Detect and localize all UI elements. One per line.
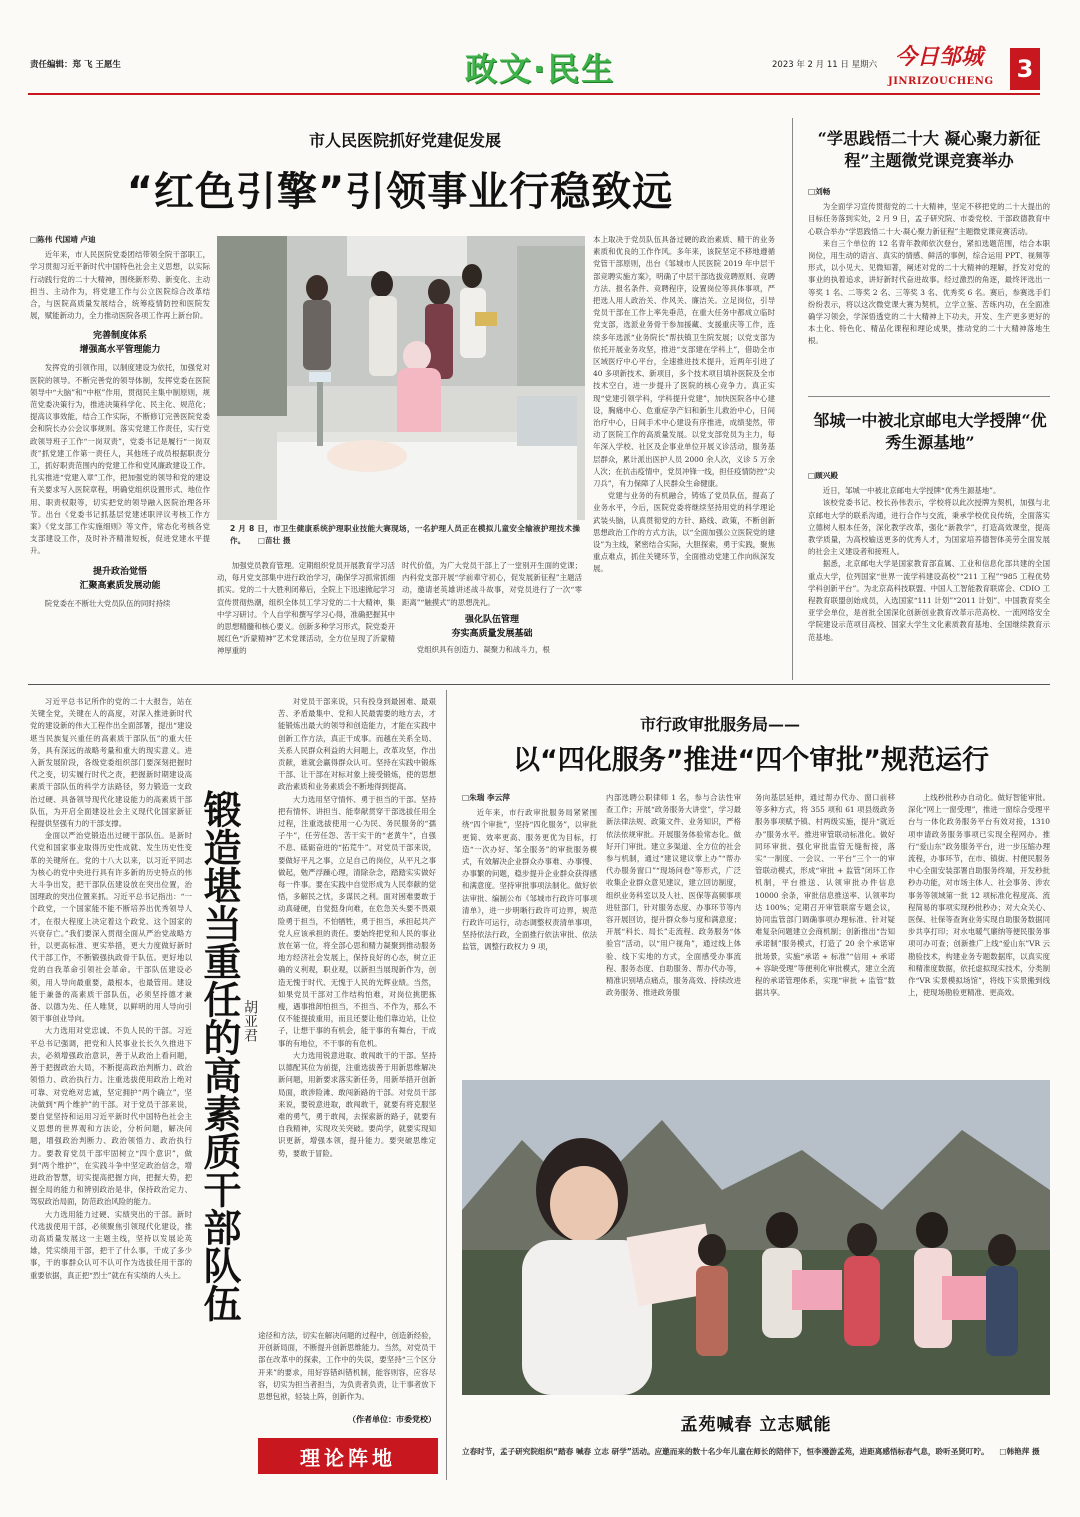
right-column-divider — [792, 118, 793, 680]
section-title: 政文·民生 — [464, 50, 616, 88]
side2-body — [808, 470, 1050, 678]
art1-kicker: 市人民医院抓好党建促发展 — [308, 131, 501, 150]
photo-children-reading — [462, 1080, 1050, 1395]
art1-headline: “红色引擎”引领事业行稳致远 — [126, 169, 674, 215]
photo1-caption-text: 2 月 8 日，市卫生健康系统护理职业技能大赛现场，一名护理人员正在模拟儿童安全输液护理技术操作。 — [230, 524, 580, 545]
photo2-caption — [462, 1446, 1050, 1482]
art3-col4-text: 上线秒批秒办自动化。做好智能审批。深化“网上一窗受理”，推进一窗综合受理平台与一体化政务服务平台有效对接，1310 项申请政务服务事项已实现全程网办。推行“爱山东”政务服务平台，进一步压缩办理流程，办事环节，在市、镇街、村便民服务中心全面安装部署自助服务终端，开发秒批秒办功能，对市场主体人、社会事务、涉农事务等领域第一批 12 项标准化程度高、流程简易的事项实现秒批秒办；对大众关心、医保、社保等查询业务实现自助服务数据同步共享打印；对水电暖气廉纳等便民服务事项可办可查；创新推广上线“爱山东”VR 云勘验技术，构建业务专题数据库，以真实度和精准度数据，依托虚拟现实技术，分类制作“VR 实景模拟场馆”，将线下实景搬到线上，使现场勘验更精准、更高效。 — [908, 793, 1050, 998]
side2-p1: 近日，邹城一中被北京邮电大学授牌“优秀生源基地”。 — [822, 486, 1001, 496]
paper-logo: 今日邹城 — [895, 44, 984, 70]
side1-byline: □刘畅 — [808, 187, 831, 196]
masthead-rule — [28, 93, 1040, 95]
theory-section-text: 理论阵地 — [300, 1445, 396, 1470]
children-reading-image — [462, 1080, 1050, 1395]
art2-col1 — [30, 696, 192, 1476]
photo2-credit: □韩艳萍 摄 — [999, 1447, 1040, 1456]
art3-headline: 以“四化服务”推进“四个审批”规范运行 — [513, 745, 989, 776]
art2-col2-p3: 大力选用锐意进取、敢闯敢干的干部。坚持以德配其位为前提，注重选拔善于用新思维解决新问题，用新要求落实新任务，用新举措开创新局面，敢涉险滩、敢闯新路的干部。对党员干部来说，要锐意进取，敢闯敢干，就要有将克服坚难的勇气，勇于敢闯，去探索新的路子，就要有自我精神，实现攻关突破。要尚学，就要实现知识更新，增强本领，提升能力。要突破思维定势，要敢于冒险。 — [278, 1050, 436, 1158]
art3-col1 — [462, 792, 597, 1057]
art1-col3 — [402, 560, 582, 678]
art1-subhead-1: 完善制度体系 增强高水平管理能力 — [79, 331, 161, 356]
art3-kicker: 市行政审批服务局—— — [640, 715, 801, 734]
art1-col1 — [30, 234, 210, 678]
art3-col1-text: 近年来，市行政审批服务局紧紧围绕“四个审批”，坚持“四化服务”，以审批更简、效率更高、服务更优为目标，打造“一次办好、邹全服务”的审批服务模式，有效解决企业群众办事难、办事慢、办事繁的问题，稳步提升企业群众获得感和满意度。坚持审批事项法制化。做好依法审批、编制公布《邹城市行政许可事项清单》，进一步明晰行政许可边界，规范行政许可运行，动态调整权责清单事项，坚持依法行政，全面推行依法审批、依法监管，调整行政权力 9 项， — [462, 808, 597, 952]
art1-col2-p1: 加强党员教育管理。定期组织党员开展教育学习活动，每月党支部集中进行政治学习，确保学习抓常抓细抓实。党的二十大胜利闭幕后，全院上下迅速掀起学习宣传贯彻热潮，组织全体员工学习党的二十大精神，集中学习研讨。个人自学和撰写学习心得，准确把握其中的思想精髓和核心要义。创新多种学习形式，院党委开展红色“沂蒙精神”艺术党课活动，全方位呈现了沂蒙精神厚重的 — [217, 561, 395, 656]
art1-col1-p1: 近年来，市人民医院党委团结带领全院干部职工，学习贯彻习近平新时代中国特色社会主义思想，以实际行动践行党的二十大精神，围绕新形势、新变化、主动担当、主动作为，将党建工作与公立医院综合改革结合，与医院高质量发展结合，统筹疫情防控和医院发展，赋能新动力，全力推动医院各项工作再上新台阶。 — [30, 250, 210, 321]
art2-col1-p4: 大力选用能力过硬、实绩突出的干部。新时代选拔使用干部，必须聚焦引领现代化建设，推动高质量发展这一主题主线，坚持以发展论英雄，凭实绩用干部，把干了什么事，干成了多少事，干的事群众认可不认可作为选拔任用干部的重要依据，真正把“烈士”就在有实绩的人头上。 — [30, 1209, 192, 1280]
editors: 责任编辑：郑 飞 王愿生 — [30, 60, 121, 70]
art3-col3-text: 务向基层延伸，通过帮办代办、窗口前移等多种方式，将 355 项和 61 项县级政务服务事项赋予镇、村两级实施，提升“就近办”服务水平。推进审管联动标准化。做好同环审批、强化审批监管无缝衔接，落实“一制度、一会议、一平台”三个一的审管联动模式，形成“审批 + 监管”闭环工作机制，平台推送、认领审批办件信息 10000 余条，审批信息推送率、认领率均达 100%；定期召开审管联席专题会议，协同监管部门调确事项办理标准、针对疑难复杂问题建立会商机制；创新推出“告知承诺制”服务模式，打造了 20 余个承诺审批场景，实施“承诺 + 标准”“信用 + 承诺 + 容缺受理”等便利化审批模式，建立全流程的承诺管理体系，实现“审批 + 监管”数据共享。 — [755, 793, 895, 998]
side2-byline: □顾兴殿 — [808, 471, 838, 480]
art2-col3-p1: 途径和方法，切实在解决问题的过程中，创造新经验，开创新局面，不断提升创新思维能力。当然，对党员干部在改革中的探索，工作中的失误，要坚持“三个区分开来”的要求，用好容错纠错机制，能容则容，应容尽容，切实为担当者担当，为负责者负责，让干事者放下思想包袱，轻装上阵，创新作为。 — [258, 1331, 436, 1402]
photo1-caption — [230, 523, 580, 553]
art2-col2-p2: 大力选用坚守情怀、勇于担当的干部。坚持把有情怀、讲担当、能奉献贯穿干部选拔任用全过程，注重选拔使用一心为民、务民服务的“孺子牛”，任劳任怨、苦干实干的“老黄牛”，自强不息、砥砺奋进的“拓荒牛”。对党员干部来说，要做好平凡之事，立足自己的岗位，从平凡之事做起，勉严浮躁心理，清除杂念，踏踏实实做好每一件事。要在实践中自觉形成为人民奉献的觉悟，多解民之忧，多谋民之利。面对困难要敢于动真碰硬，自觉挺身向难，在危急关头要不畏艰险勇于担当，不怕牺牲，勇于担当，承担起共产党人应该承担的责任。要始终把党和人民的事业放在第一位，将全部心思和精力凝聚到推动服务地方经济社会发展上，保持良好的心态，树立正确的义利观，职业观，以新担当展现新作为，创造无愧于时代、无愧于人民的光辉业绩。当然，如果党员干部对工作结构怕难，对岗位挑肥拣瘦，遇事推卸怕担当，不担当、不作为，那么不仅不能提拔重用，而且还要让他们靠边站，让位子，让想干事的有机会，能干事的有舞台，干成事的有地位，不干事的有危机。 — [278, 794, 436, 1048]
page-number: 3 — [1016, 55, 1034, 83]
art2-col2-p1: 对党员干部来说，只有投身到最困难、最艰苦、矛盾最集中、党和人民最需要的地方去，才能锻炼出最大的领导和创造能力，才能在实践中创新工作方法，真正干成事。而越在关系全局、关系人民群众利益的大问题上，改革攻坚，作出贡献，谁就会赢得群众认可。坚持在实践中锻炼干部、让干部在对标对象上接受锻炼，使的思想政治素质和业务素质会不断地得到提高。 — [278, 697, 436, 792]
photo2-caption-text: 立春时节，孟子研究院组织“踏春 喊春 立志 研学”活动。应邀而来的数十名少年儿童在师长的陪伴下，恒李漫游孟苑，进距离感悟标春气息，聆听圣贤叮咛。 — [462, 1447, 989, 1456]
art1-col3-p2: 党组织具有创造力、凝聚力和战斗力，根 — [416, 644, 550, 654]
side2-p2: 该校党委书记、校长孙伟表示，学校将以此次授牌为契机，加强与北京邮电大学的联系沟通，进行合作与交流，秉承学校优良传统，全面落实立德树人根本任务，深化教学改革，强化“新教学”，打造高效课堂，提高教学质量，为高校输送更多的优秀人才，为国家培养德智体美劳全面发展的社会主义建设者和接班人。 — [808, 498, 1050, 557]
art1-col4-p2: 党建与业务的有机融合，铸炼了党员队伍，提高了业务水平，今后，医院党委将继续坚持用党的科学理论武装头脑，认真贯彻党的方针、路线、政策，不断创新思想政治工作的方式方法，以“全面加强公立医院党的建设”为主线，紧密结合实际，大胆探索，勇于实践，聚焦重点难点，抓住关键环节，全面推动党建工作向纵深发展。 — [593, 491, 775, 574]
art1-col4 — [593, 234, 775, 678]
photo2-title: 孟苑喊春 立志赋能 — [680, 1415, 832, 1435]
art2-author: 胡亚君 — [242, 1000, 258, 1042]
art3-col2 — [606, 792, 741, 1057]
art3-col3 — [755, 792, 895, 1057]
side1-p1: 为全面学习宣传贯彻党的二十大精神，坚定不移把党的二十大提出的目标任务落到实处，2 月 9 日，孟子研究院、市委党校、干部政德教育中心联合举办“学思践悟二十大·凝心聚力新征程”主题微党课竞赛活动。 — [808, 202, 1050, 236]
art1-col1-p3: 院党委在不断壮大党员队伍的同时持续 — [44, 598, 171, 608]
art2-col1-p2: 金面以严治党锻造出过硬干部队伍。是新时代党和国家事业取得历史性成就、发生历史性变革的关键所在。党的十八大以来，以习近平同志为核心的党中央进行具有许多新的历史特点的伟大斗争出发，把干部队伍建设放在突出位置，治国理政的突出位置来抓。习近平总书记指出：“一个政党，一个国家能不能不断培养出优秀领导人才，在很大程度上决定着这个政党、这个国家的兴衰存亡。”我们要深入贯彻全面从严治党战略方针，以更高标准、更实举措，更大力度做好新时代干部工作，不断锻强执政骨干队伍。更好地以党的自我革命引领社会革命。干部队伍建设必须，用人导向最重要，最根本，也最管用。建设能于兼备的高素质干部队伍，必须坚持德才兼备、以德为先、任人唯贤，以鲜明的用人导向引领干事创业导向。 — [30, 831, 192, 1024]
side2-p3: 据悉，北京邮电大学是国家教育部直属、工业和信息化部共建的全国重点大学，位列国家“世界一流学科建设高校”“211 工程”“985 工程优势学科创新平台”。为北京高科技联盟、中国人工智能教育联席会、CDIO 工程教育联盟创始成员，入选国家“111 计划”“2011 计划”、中国教育奖全亚学会单位，是首批全国深化创新创业教育改革示范高校、一流网络安全学院建设示范项目高校、国家大学生文化素质教育基地、全国继续教育示范基地。 — [808, 559, 1050, 642]
art3-col2-text: 内部选聘公职律师 1 名，参与合法性审查工作；开展“政务服务大讲堂”，学习最新法律法规、政策文件、业务知识，严格依法依规审批。开展服务体验常态化。做好开门审批。建立多渠道、全方位的社会参与机制，通过“建议建议掌上办”“帮办代办服务窗口”“现场问卷”等形式，广泛收集企业群众意见建议，建立回访制度，组织业务科室以及人社、医保等高频事项进驻部门，针对服务态度、办事环节等内容开展回访，提升群众参与度和满意度；开展“科长、局长”走流程、政务服务“体验官”活动，以“用户视角”，通过线上体验、线下实地的方式，全面感受办事流程、服务态度、自助服务、帮办代办等，精准识别堵点痛点，服务高效、持续改进政务服务、推进政务服 — [606, 793, 741, 998]
art3-col4 — [908, 792, 1050, 1057]
side2-headline: 邹城一中被北京邮电大学授牌“优秀生源基地” — [813, 411, 1047, 452]
photo1-credit: □苗壮 摄 — [257, 536, 291, 545]
nursing-contest-image — [217, 236, 585, 520]
side1-p2: 来自三个单位的 12 名青年教师依次登台，紧扣选题范围，结合本职岗位，用生动的语言、真实的情感、鲜活的事例，综合运用 PPT、视频等形式，以小见大、见微知著，阐述对党的二十大精神的理解，抒发对党的事业的执着追求，讲好新时代奋进故事。经过激烈的角逐，最终评选出一等奖 1 名、二等奖 2 名、三等奖 3 名、优秀奖 6 名。赛后，参赛选手们纷纷表示，将以这次微党课大赛为契机，立学立鉴、苦练内功，在全面准确学习领会，学深悟透党的二十大精神上下功夫，开发、生产更多更好的本土化、特色化、精品化课程和理论成果，推动党的二十大精神落地生根。 — [808, 238, 1050, 346]
art2-headline: 锻造堪当重任的高素质干部队伍 — [197, 790, 241, 1322]
photo-nursing-contest — [217, 236, 585, 520]
paper-pinyin: JINRIZOUCHENG — [888, 76, 994, 87]
side-divider — [808, 396, 1050, 397]
art1-col1-p2: 发挥党的引领作用，以制度建设为依托，加强党对医院的领导。不断完善党的领导体制，发挥党委在医院领导中“大脑”和“中枢”作用，贯彻民主集中制原则，规范党委决策行为，推进决策科学化、民主化、规范化；提高议事效能，结合工作实际，不断修订完善医院党委会和院长办公会议事规则。落实党建工作责任，实行党政领导班子工作“一岗双责”，党委书记是履行“一岗双责”抓党建工作第一责任人，其他班子成员根据职责分工，抓好职责范围内的党建工作和党风廉政建设工作。扎实推进“党建入章”工作，把加强党的领导和党的建设有关要求写入医院章程，明确党组织设置形式、地位作用、职责权限等，切实把党的领导融入医院治理各环节。出台《党委书记抓基层党建述职评议考核工作方案》《党支部工作实施细则》等文件，常态化考核各党支部建设工作，及时补齐精准短板，促进党建水平提升。 — [30, 363, 210, 556]
art1-col2 — [217, 560, 395, 678]
art3-byline: □朱瑞 李云萍 — [462, 793, 510, 802]
side1-body — [808, 186, 1050, 386]
issue-date: 2023 年 2 月 11 日 星期六 — [772, 60, 878, 70]
art2-attribution: （作者单位：市委党校） — [348, 1415, 436, 1424]
theory-section-label — [258, 1438, 438, 1474]
art1-col3-p1: 时代价值，为广大党员干部上了一堂别开生面的党课；内科党支部开展“学前辈守初心，促发展新征程”主题活动，邀请老英雄讲述战斗故事，对党员进行了一次“零距离”“触摸式”的思想洗礼。 — [402, 561, 582, 607]
middle-rule — [28, 684, 1050, 685]
side1-headline: “学思践悟二十大 凝心聚力新征程”主题微党课竞赛举办 — [817, 129, 1041, 170]
art2-col2 — [278, 696, 436, 1326]
page-number-badge — [1010, 48, 1040, 90]
masthead — [0, 0, 1080, 100]
art1-subhead-2: 提升政治觉悟 汇聚高素质发展动能 — [79, 566, 161, 591]
art2-col2b — [258, 1330, 436, 1412]
art1-col4-p1: 本上取决于党员队伍具备过硬的政治素质、精干的业务素质和优良的工作作风。多年来，该院坚定不移地遵循党管干部原则，出台《邹城市人民医院 2019 年中层干部竞聘实施方案》，明确了中层干部选拔竞聘原则、竞聘方法、报名条件、竞聘程序，设置岗位等具体事项，严把选人用人政治关、作风关、廉洁关。立足岗位，引导党员干部在工作上率先垂范，在重大任务中都成立临时党支部，选派业务骨干参加援藏、支援重庆等工作，连续多年选派“业务院长”帮扶镇卫生院发展；以党支部为依托开展业务攻坚，推进“支部建在学科上”，借助全市区域医疗中心平台，全速推进技术提升，近两年引进了 40 多项新技术、新项目，多个技术项目填补医院及全市技术空白，进一步提升了医院的核心竞争力。真正实现“党建引领学科，学科提升党建”，加快医院各中心建设，胸痛中心、危重症孕产妇和新生儿救治中心，日间治疗中心，日间手术中心建设有序推进，成绩斐然，带动了医院工作的高质量发展。以党支部党员为主力，每年深入学校、社区及企事业单位开展义诊活动，服务基层群众，累计派出医护人员 2000 余人次，义诊 5 万余人次；在抗击疫情中，党员冲锋一线，担任疫情防控“尖刀兵”，有力保障了人民群众生命健康。 — [593, 235, 775, 489]
art2-col1-p1: 习近平总书记所作的党的二十大报告，站在关键全党，关键在人的高度，对深入推进新时代党的建设新的伟大工程作出全面部署，提出“建设堪当民族复兴重任的高素质干部队伍”的重大任务，具有深远的战略考量和重大的现实意义。进入新发展阶段，各级党委组织部门要深刻把握时代之变，切实履行时代之责，把握新时期建设高素质干部队伍的科学方法路径，努力锻造一支政治过硬、具备领导现代化建设能力的高素质干部队伍，为开启全面建设社会主义现代化国家新征程提供坚强有力的干部支撑。 — [30, 697, 192, 829]
art1-subhead-3: 强化队伍管理 夯实高质量发展基础 — [451, 614, 533, 639]
lower-divider — [446, 690, 447, 1480]
art2-col1-p3: 大力选用对党忠诚、不负人民的干部。习近平总书记强调，把党和人民事业长长久久推进下去，必须增强政治意识，善于从政治上看问题，善于把握政治大局，不断提高政治判断力、政治领悟力、政治执行力。注重选拔使用政治上绝对可靠、对党绝对忠诚，坚定拥护“两个确立”，坚决做到“两个维护”的干部。对于党员干部来说，要自觉坚持和运用习近平新时代中国特色社会主义思想的世界观和方法论，分析问题，解决问题，增强政治判断力、政治领悟力、政治执行力。要教育党员干部牢固树立“四个意识”，做到“两个维护”，在实践斗争中坚定政治信念，增进政治智慧，切实提高把握方向，把握大势，把握全局的能力和辨别政治是非，保持政治定力、驾驭政治局面，防范政治风险的能力。 — [30, 1026, 192, 1207]
art1-byline: □陈伟 代国靖 卢迪 — [30, 235, 96, 244]
